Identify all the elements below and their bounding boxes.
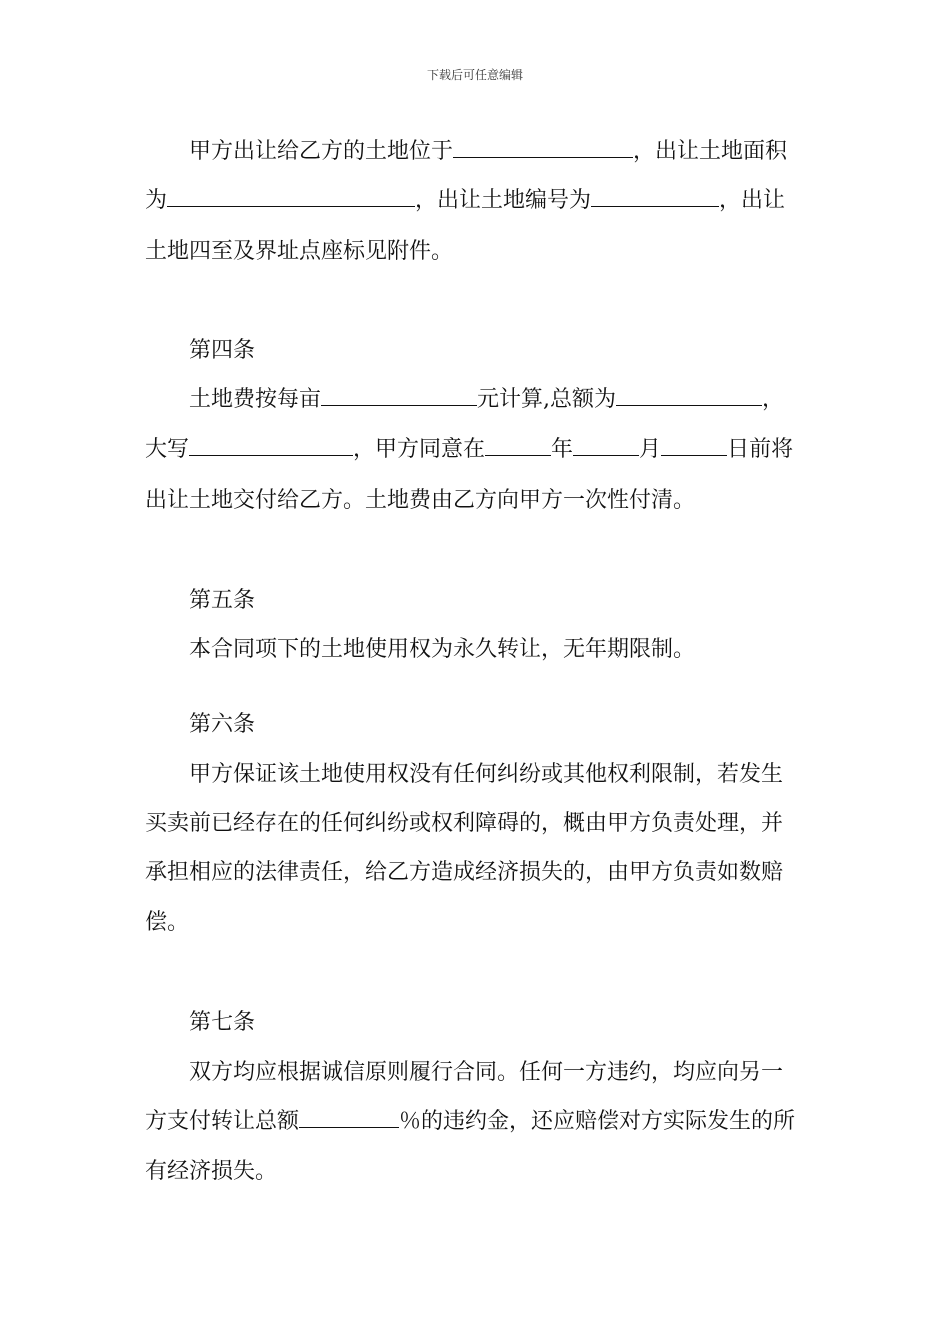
- fill-blank-year: [485, 437, 551, 456]
- text-segment: 为: [145, 188, 168, 213]
- paragraph-line: [145, 1107, 807, 1137]
- paragraph-line: [189, 137, 807, 167]
- article-title: 第五条: [189, 588, 256, 613]
- text-segment: 土地费按每亩: [189, 387, 322, 412]
- text-segment: ，出让: [719, 188, 786, 213]
- paragraph-line: 买卖前已经存在的任何纠纷或权利障碍的，概由甲方负责处理，并: [145, 811, 784, 836]
- fill-blank-area: [167, 188, 415, 207]
- paragraph-line: 本合同项下的土地使用权为永久转让，无年期限制。: [189, 637, 696, 662]
- text-segment: ％的违约金，还应赔偿对方实际发生的所: [399, 1109, 796, 1134]
- text-segment: ，: [762, 387, 785, 412]
- text-segment: 方支付转让总额: [145, 1109, 300, 1134]
- text-segment: 年: [551, 437, 574, 462]
- paragraph-line: [145, 186, 807, 216]
- fill-blank-month: [573, 437, 639, 456]
- paragraph-line: 偿。: [145, 910, 190, 935]
- text-segment: ，出让土地编号为: [415, 188, 592, 213]
- page-header: 下载后可任意编辑: [426, 68, 523, 82]
- article-title: 第四条: [189, 338, 256, 363]
- fill-blank-day: [661, 437, 727, 456]
- fill-blank-location: [453, 139, 633, 158]
- fill-blank-land-number: [591, 188, 719, 207]
- text-segment: 甲方出让给乙方的土地位于: [189, 139, 454, 164]
- paragraph-line: 甲方保证该土地使用权没有任何纠纷或其他权利限制，若发生: [189, 762, 784, 787]
- fill-blank-capital-amount: [189, 437, 353, 456]
- text-segment: ，甲方同意在: [353, 437, 486, 462]
- text-segment: 月: [639, 437, 662, 462]
- text-segment: ，出让土地面积: [633, 139, 788, 164]
- paragraph-line: 出让土地交付给乙方。土地费由乙方向甲方一次性付清。: [145, 488, 696, 513]
- fill-blank-price-per-mu: [321, 387, 477, 406]
- article-title: 第七条: [189, 1010, 256, 1035]
- paragraph-line: [145, 435, 807, 465]
- fill-blank-penalty-percent: [299, 1109, 399, 1128]
- paragraph-line: 双方均应根据诚信原则履行合同。任何一方违约，均应向另一: [189, 1060, 784, 1085]
- paragraph-line: 土地四至及界址点座标见附件。: [145, 239, 454, 264]
- article-title: 第六条: [189, 712, 256, 737]
- fill-blank-total: [616, 387, 762, 406]
- text-segment: 日前将: [727, 437, 794, 462]
- text-segment: 大写: [145, 437, 190, 462]
- text-segment: 元计算,总额为: [477, 387, 617, 412]
- paragraph-line: 有经济损失。: [145, 1159, 278, 1184]
- paragraph-line: [189, 385, 807, 415]
- paragraph-line: 承担相应的法律责任，给乙方造成经济损失的，由甲方负责如数赔: [145, 860, 784, 885]
